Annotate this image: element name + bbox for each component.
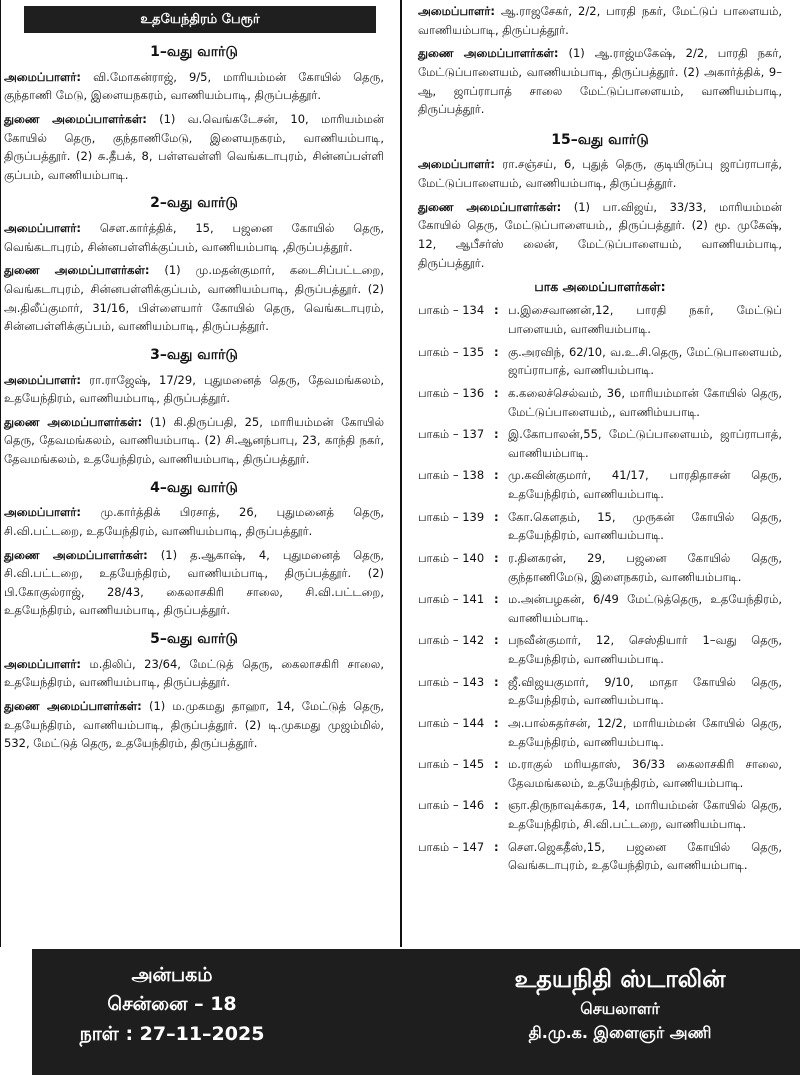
deputies-text: (1) வ.வெங்கடேசன், 10, மாரியம்மன் கோயில் தெரு, குந்தாணிமேடு, இளையநகரம், வாணியம்பாடி, திருப்பத்தூர். (2) சு.தீபக், 8, பள்ளவள்ளி வெங்கடாபுரம், சின்னப்பள்ளி குப்பம், வாணியம்பாடி. <box>4 111 385 182</box>
footer-date: நாள் : 27–11–2025 <box>79 1022 265 1045</box>
booth-number: பாகம் – 136 <box>418 385 485 400</box>
deputies-label: துணை அமைப்பாளர்கள்: <box>418 46 559 61</box>
signatory-wing: தி.மு.க. இளைஞர் அணி <box>528 1023 712 1043</box>
booth-number: பாகம் – 140 <box>418 550 485 565</box>
footer-signatory <box>470 963 770 1046</box>
ward-heading: 4–வது வார்டு <box>150 479 238 496</box>
ward-block <box>4 41 384 184</box>
leader-label: அமைப்பாளர்: <box>4 505 82 520</box>
booth-row <box>418 673 782 710</box>
deputies-entry <box>4 413 384 469</box>
deputies-label: துணை அமைப்பாளர்கள்: <box>4 263 150 278</box>
leader-text: வி.மோகன்ராஜ், 9/5, மாரியம்மன் கோயில் தெரு, குந்தாணி மேடு, இளையநகரம், வாணியம்பாடி, திருப்பத்தூர். <box>4 69 384 103</box>
booth-text: கு.அரவிந், 62/10, வ.உ.சி.தெரு, மேட்டுபாளையம், ஜாப்ராபாத், வாணியம்பாடி. <box>508 344 782 378</box>
booth-colon: : <box>494 303 499 318</box>
booth-row <box>418 301 782 338</box>
deputies-label: துணை அமைப்பாளர்கள்: <box>4 111 147 126</box>
booth-text: மு.கவின்குமார், 41/17, பாரதிதாசன் தெரு, உதயேந்திரம், வாணியம்பாடி. <box>508 468 782 502</box>
booth-number: பாகம் – 141 <box>418 592 485 607</box>
leader-text: ரா.ராஜேஷ், 17/29, புதுமனைத் தெரு, தேவமங்கலம், உதயேந்திரம், வாணியம்பாடி, திருப்பத்தூர். <box>4 372 384 406</box>
booth-colon: : <box>494 674 499 689</box>
left-column <box>0 0 392 758</box>
ward-block <box>4 344 384 469</box>
deputies-label: துணை அமைப்பாளர்கள்: <box>4 698 142 713</box>
leader-label: அமைப்பாளர்: <box>418 4 496 18</box>
ward-block <box>4 192 384 335</box>
deputies-entry <box>4 697 384 753</box>
deputies-label: துணை அமைப்பாளர்கள்: <box>4 547 148 562</box>
booth-row <box>418 796 782 833</box>
leader-entry <box>4 655 384 692</box>
booth-number: பாகம் – 147 <box>418 839 485 854</box>
booth-row <box>418 631 782 668</box>
booth-text: ப.இசைவாணன்,12, பாரதி நகர், மேட்டுப் பாளையம், வாணியம்பாடி. <box>508 303 782 337</box>
booth-number: பாகம் – 145 <box>418 757 485 772</box>
booth-number: பாகம் – 138 <box>418 468 485 483</box>
booth-text: ஞா.திருநாவுக்கரசு, 14, மாரியம்மன் கோயில் தெரு, உதயேந்திரம், சி.வி.பட்டறை, வாணியம்பாடி. <box>508 798 782 832</box>
booth-colon: : <box>494 427 499 442</box>
column-divider <box>400 0 402 947</box>
booth-list <box>418 301 782 875</box>
booth-row <box>418 549 782 586</box>
leader-text: ம.திலிப், 23/64, மேட்டுத் தெரு, கைலாசகிரி சாலை, உதயேந்திரம், வாணியம்பாடி, திருப்பத்தூர். <box>4 656 385 690</box>
ward-block <box>4 477 384 620</box>
booth-text: க.கலைச்செல்வம், 36, மாரியம்மான் கோயில் தெரு, மேட்டுப்பாளையம்,, வாணிம்யபாடி. <box>508 385 782 419</box>
leader-label: அமைப்பாளர்: <box>4 69 82 84</box>
booth-colon: : <box>494 839 499 854</box>
ward-heading: 2–வது வார்டு <box>150 195 238 212</box>
leader-text: ஆ.ராஜசேகர், 2/2, பாரதி நகர், மேட்டுப் பாளையம், வாணியம்பாடி, திருப்பத்தூர். <box>418 4 782 37</box>
booth-heading: பாக அமைப்பாளர்கள்: <box>534 279 666 295</box>
footer-office: அன்பகம் <box>131 964 213 986</box>
ward-block <box>4 628 384 753</box>
deputies-text: (1) மு.மதன்குமார், கடைசிப்பட்டறை, வெங்கடாபுரம், சின்னபள்ளிக்குப்பம், வாணியம்பாடி, திருப்பத்தூர். (2) அ.திலீப்குமார், 31/16, பிள்ளையார் கோயில் தெரு, வெங்கடாபுரம், சின்னபள்ளிக்குப்பம், வாணியம்பாடி, திருப்பத்தூர். <box>4 263 385 334</box>
section-title-bar: உதயேந்திரம் பேரூர் <box>24 6 376 33</box>
booth-number: பாகம் – 146 <box>418 798 485 813</box>
deputies-entry <box>4 110 384 185</box>
leader-entry <box>4 68 384 105</box>
leader-label: அமைப்பாளர்: <box>4 372 82 387</box>
booth-colon: : <box>494 509 499 524</box>
booth-row <box>418 466 782 503</box>
deputies-entry <box>418 198 782 273</box>
booth-number: பாகம் – 134 <box>418 303 485 318</box>
booth-text: ஜீ.விஜயகுமார், 9/10, மாதா கோயில் தெரு, உதயேந்திரம், வாணியம்பாடி. <box>508 674 782 708</box>
footer-city: சென்னை – 18 <box>107 993 237 1016</box>
booth-row <box>418 714 782 751</box>
booth-row <box>418 425 782 462</box>
deputies-entry <box>4 546 384 621</box>
leader-label: அமைப்பாளர்: <box>418 157 496 172</box>
booth-number: பாகம் – 139 <box>418 509 485 524</box>
booth-text: ம.ராகுல் மரியதாஸ், 36/33 கைலாசகிரி சாலை, தேவமங்கலம், உதயேந்திரம், வாணியம்பாடி. <box>508 757 782 790</box>
leader-entry <box>4 219 384 256</box>
leader-entry <box>4 503 384 540</box>
booth-text: அ.பால்சுதர்சன், 12/2, மாரியம்மன் கோயில் தெரு, உதயேந்திரம், வாணியம்பாடி. <box>508 715 782 749</box>
ward-heading: 5–வது வார்டு <box>150 631 238 648</box>
booth-number: பாகம் – 142 <box>418 633 485 648</box>
deputies-text: (1) ஆ.ராஜ்மகேஷ், 2/2, பாரதி நகர், மேட்டுப்பாளையம், வாணியம்பாடி, திருப்பத்தூர். (2) அகார்த்திக், 9– ஆ, ஜாப்ராபாத் சாலை மேட்டுப்பாளையம், வாணியம்பாடி, திருப்பத்தூர். <box>418 46 783 117</box>
leader-entry <box>4 371 384 408</box>
booth-text: ர.தினகரன், 29, பஜனை கோயில் தெரு, குந்தாணிமேடு, இளைநகரம், வாணியம்பாடி. <box>508 550 782 584</box>
deputies-label: துணை அமைப்பாளர்கள்: <box>4 414 143 429</box>
signatory-name: உதயநிதி ஸ்டாலின் <box>514 965 726 993</box>
booth-colon: : <box>494 468 499 483</box>
deputies-text: (1) ம.முகமது தாஹா, 14, மேட்டுத் தெரு, உதயேந்திரம், வாணியம்பாடி, திருப்பத்தூர். (2) டி.முகமது முஜம்மில், 532, மேட்டுத் தெரு, உதயேந்திரம், திருப்பத்தூர். <box>4 698 385 751</box>
leader-entry <box>418 155 782 192</box>
leader-text: சௌ.கார்த்திக், 15, பஜனை கோயில் தெரு, வெங்கடாபுரம், சின்னபள்ளிக்குப்பம், வாணியம்பாடி ,திருப்பத்தூர். <box>4 221 384 254</box>
booth-text: இ.கோபாலன்,55, மேட்டுப்பாளையம், ஜாப்ராபாத், வாணியம்பாடி. <box>508 427 782 460</box>
leader-label: அமைப்பாளர்: <box>4 221 82 236</box>
leader-entry <box>418 2 782 39</box>
ward-block-continued <box>418 2 782 119</box>
ward-heading: 3–வது வார்டு <box>150 346 238 363</box>
ward-heading: 15–வது வார்டு <box>551 131 649 148</box>
leader-text: மு.கார்த்திக் பிரசாத், 26, புதுமனைத் தெரு, சி.வி.பட்டறை, உதயேந்திரம், வாணியம்பாடி, திருப்பத்தூர். <box>4 505 385 538</box>
ward-heading: 1–வது வார்டு <box>150 44 238 60</box>
right-column <box>408 0 800 879</box>
deputies-entry <box>4 261 384 336</box>
booth-text: சௌ.ஜெகதீஸ்,15, பஜனை கோயில் தெரு, வெங்கடாபுரம், உதயேந்திரம், வாணியம்பாடி. <box>508 839 782 873</box>
deputies-label: துணை அமைப்பாளர்கள்: <box>418 199 562 214</box>
booth-colon: : <box>494 592 499 607</box>
deputies-text: (1) கி.திருப்பதி, 25, மாரியம்மன் கோயில் தெரு, தேவமங்கலம், வாணியம்பாடி. (2) சி.ஆனந்பாபு, 23, காந்தி நகர், தேவமங்கலம், உதயேந்திரம், வாணியம்பாடி, திருப்பத்தூர். <box>4 414 384 467</box>
booth-row <box>418 343 782 380</box>
booth-text: பநவீன்குமார், 12, செஸ்தியார் 1–வது தெரு, உதயேந்திரம், வாணியம்பாடி. <box>508 633 782 667</box>
footer-place-date <box>62 961 282 1049</box>
booth-row <box>418 384 782 421</box>
booth-number: பாகம் – 144 <box>418 715 485 730</box>
booth-row <box>418 508 782 545</box>
deputies-text: (1) த.ஆகாஷ், 4, புதுமனைத் தெரு, சி.வி.பட்டறை, உதயேந்திரம், வாணியம்பாடி, திருப்பத்தூர். (2) பி.கோகுல்ராஜ், 28/43, கைலாசகிரி சாலை, சி.வி.பட்டறை, உதயேந்திரம், வாணியம்பாடி, திருப்பத்தூர். <box>4 547 385 618</box>
signatory-role: செயலாளர் <box>580 998 660 1018</box>
leader-text: ரா.சஞ்சய், 6, புதுத் தெரு, குடியிருப்பு ஜாப்ராபாத், மேட்டுப்பாளையம், வாணியம்பாடி, திருப்பத்தூர். <box>418 157 783 191</box>
booth-text: கோ.கௌதம், 15, முருகன் கோயில் தெரு, உதயேந்திரம், வாணியம்பாடி. <box>508 509 782 543</box>
booth-colon: : <box>494 798 499 813</box>
ward-block <box>418 129 782 272</box>
deputies-text: (1) பா.விஜய், 33/33, மாரியம்மன் கோயில் தெரு, மேட்டுப்பாளையம்,, திருப்பத்தூர். (2) மூ. முகேஷ், 12, ஆபீசர்ஸ் லைன், மேட்டுப்பாளையம், வாணியம்பாடி, திருப்பத்தூர். <box>418 199 783 270</box>
booth-number: பாகம் – 143 <box>418 674 485 689</box>
booth-row <box>418 838 782 875</box>
booth-colon: : <box>494 344 499 359</box>
booth-text: ம.அன்பழகன், 6/49 மேட்டுத்தெரு, உதயேந்திரம், வாணியம்பாடி. <box>508 592 782 625</box>
booth-colon: : <box>494 550 499 565</box>
booth-row <box>418 755 782 792</box>
booth-colon: : <box>494 385 499 400</box>
booth-colon: : <box>494 757 499 772</box>
footer-band <box>32 949 800 1075</box>
leader-label: அமைப்பாளர்: <box>4 656 82 671</box>
booth-number: பாகம் – 137 <box>418 427 485 442</box>
deputies-entry <box>418 44 782 119</box>
booth-colon: : <box>494 715 499 730</box>
booth-row <box>418 590 782 627</box>
booth-number: பாகம் – 135 <box>418 344 485 359</box>
booth-colon: : <box>494 633 499 648</box>
